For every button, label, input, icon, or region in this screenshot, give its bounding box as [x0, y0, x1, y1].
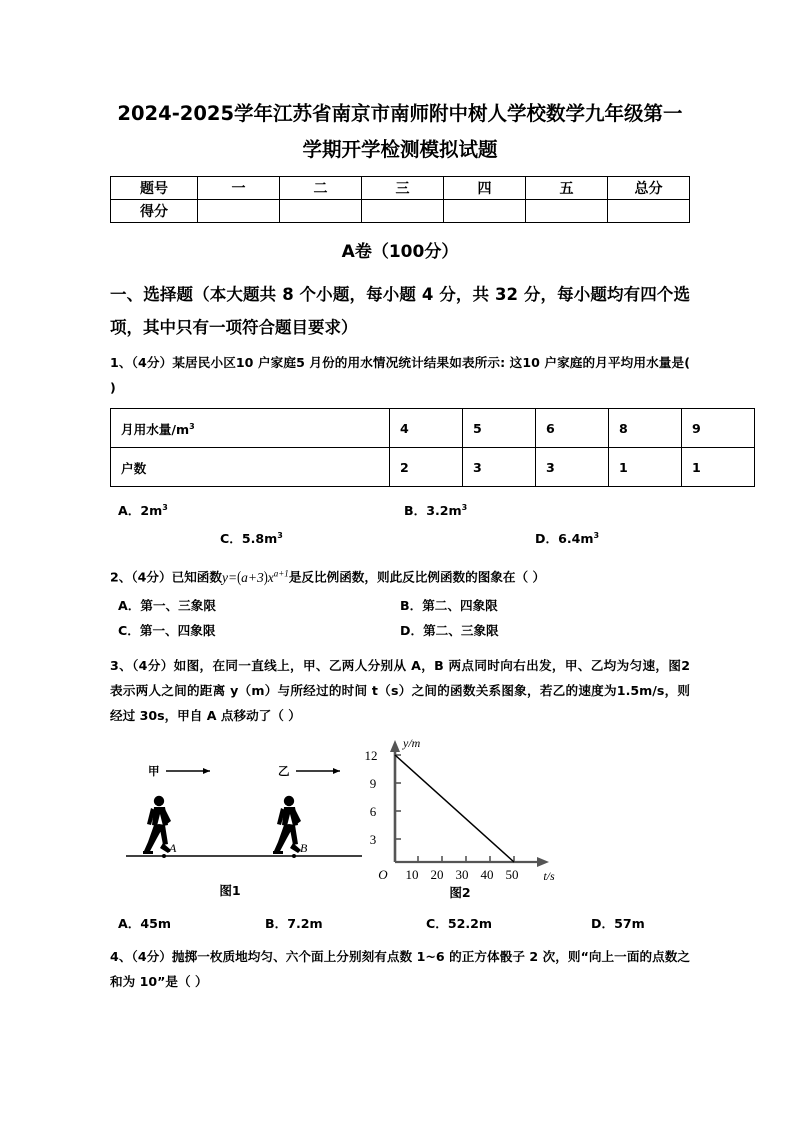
option-a-key: A．	[118, 597, 141, 613]
walking-person-yi-icon	[273, 796, 301, 854]
score-table-header-cell: 四	[444, 177, 526, 200]
walking-person-jia-icon	[143, 796, 171, 854]
option-d[interactable]	[545, 911, 690, 936]
question-1-text: 某居民小区10 户家庭5 月份的用水情况统计结果如表所示: 这10 户家庭的月平均用水量是( )	[110, 355, 690, 395]
formula-open-paren: (	[237, 567, 242, 587]
table-row	[111, 409, 755, 448]
option-d[interactable]	[400, 618, 690, 643]
option-c-text: 第一、四象限	[139, 622, 216, 638]
data-cell: 5	[463, 409, 536, 448]
paper-part-heading: A卷（100分）	[341, 242, 459, 262]
question-1	[110, 350, 690, 400]
question-2-text-after: 是反比例函数，则此反比例函数的图象在（ ）	[288, 569, 546, 585]
data-cell: 3	[536, 448, 609, 487]
figure-1-label-yi: 乙	[278, 763, 290, 778]
x-tick-label-40: 40	[480, 866, 494, 882]
figure-2-chart	[355, 734, 585, 904]
option-b-text: 3.2m	[426, 503, 462, 519]
figure-1-label-jia: 甲	[148, 763, 160, 778]
y-axis-label: y/m	[403, 735, 421, 750]
option-c-text: 5.8m	[241, 531, 278, 547]
question-1-number: 1、	[110, 355, 132, 370]
option-a-key: A．	[118, 915, 141, 931]
data-cell: 1	[609, 448, 682, 487]
question-2-points: （4分）	[131, 569, 172, 585]
option-a[interactable]	[110, 593, 400, 618]
option-c-text: 52.2m	[447, 915, 493, 931]
option-c[interactable]	[400, 911, 545, 936]
option-c-key: C．	[220, 531, 242, 547]
question-4	[110, 944, 690, 994]
score-table-header-cell: 一	[198, 177, 280, 200]
score-table-row-label: 题号	[111, 177, 198, 200]
option-a[interactable]	[110, 911, 255, 936]
section-heading: 一、选择题（本大题共 8 个小题，每小题 4 分，共 32 分，每小题均有四个选项，其中只有一项符合题目要求）	[110, 285, 690, 337]
option-c-key: C．	[118, 622, 140, 638]
option-d-superscript: 3	[593, 531, 600, 541]
formula-exponent: a+1	[273, 568, 289, 579]
formula-coefficient: a+3	[241, 569, 264, 585]
x-tick-label-10: 10	[405, 866, 419, 882]
formula-equals: =	[227, 569, 238, 585]
option-c[interactable]	[110, 618, 400, 643]
score-table-header-cell: 总分	[608, 177, 690, 200]
y-tick-label-3: 3	[369, 831, 377, 847]
row-label-text: 月用水量/m	[121, 421, 190, 437]
question-4-points: （4分）	[131, 948, 172, 964]
question-2-options-row-2	[110, 618, 690, 643]
option-a[interactable]	[110, 495, 404, 523]
data-cell: 8	[609, 409, 682, 448]
score-table-header-cell: 五	[526, 177, 608, 200]
data-line-series-1	[395, 755, 514, 862]
y-tick-label-12: 12	[364, 747, 378, 763]
question-3	[110, 653, 690, 728]
page-title: 2024-2025学年江苏省南京市南师附中树人学校数学九年级第一学期开学检测模拟试题	[117, 102, 683, 161]
x-tick-label-30: 30	[455, 866, 469, 882]
option-b[interactable]	[400, 593, 690, 618]
option-b-key: B．	[404, 503, 427, 519]
option-b[interactable]	[255, 911, 400, 936]
figure-1	[124, 752, 364, 902]
option-c-superscript: 3	[277, 531, 283, 541]
row-label-superscript: 3	[189, 421, 195, 431]
score-cell[interactable]	[526, 200, 608, 223]
data-cell: 2	[390, 448, 463, 487]
option-d-key: D．	[535, 531, 559, 547]
option-d[interactable]	[400, 523, 690, 551]
table-row	[111, 448, 755, 487]
question-3-number: 3、	[110, 657, 133, 673]
figure-1-point-b-label: B	[300, 840, 308, 855]
question-2-number: 2、	[110, 569, 132, 585]
option-a-text: 第一、三象限	[140, 597, 216, 613]
option-b[interactable]	[404, 495, 690, 523]
question-1-points: （4分）	[131, 355, 173, 370]
data-cell: 9	[682, 409, 755, 448]
figure-2-caption: 图2	[449, 884, 471, 900]
x-axis-label: t/s	[543, 868, 555, 883]
question-2	[110, 561, 690, 591]
option-a-text: 45m	[140, 915, 171, 931]
option-b-text: 7.2m	[287, 915, 323, 931]
question-2-options-row-1	[110, 593, 690, 618]
arrow-right-yi-icon	[296, 768, 340, 774]
x-tick-label-20: 20	[430, 866, 444, 882]
formula-lhs: y	[221, 569, 228, 585]
x-tick-label-50: 50	[505, 866, 519, 882]
option-b-key: B．	[400, 597, 423, 613]
point-b-marker	[292, 854, 296, 858]
score-table-row-label: 得分	[111, 200, 198, 223]
formula-variable: x	[267, 569, 274, 585]
question-3-options	[110, 911, 690, 936]
question-3-figures	[110, 734, 690, 909]
data-cell: 3	[463, 448, 536, 487]
question-2-text-before: 已知函数	[171, 569, 222, 585]
option-b-text: 第二、四象限	[422, 597, 498, 613]
question-1-options-row-2	[110, 523, 690, 551]
figure-1-svg	[124, 752, 364, 882]
question-3-text: 如图，在同一直线上，甲、乙两人分别从 A，B 两点同时向右出发，甲、乙均为匀速，图2 表示两人之间的距离 y（m）与所经过的时间 t（s）之间的函数关系图象，若乙的速度为1.5m/s，则经过 30s，甲自 A 点移动了（ ）	[110, 657, 691, 723]
option-d-text: 第二、三象限	[423, 622, 499, 638]
question-4-number: 4、	[110, 948, 132, 964]
option-c-key: C．	[426, 915, 448, 931]
score-cell[interactable]	[198, 200, 280, 223]
arrow-right-jia-icon	[166, 768, 210, 774]
table-row	[111, 177, 690, 200]
page-content	[110, 96, 701, 996]
option-a-key: A．	[118, 503, 141, 519]
formula-close-paren: )	[263, 567, 268, 587]
data-table-row-label	[111, 409, 390, 448]
question-2-formula	[221, 567, 289, 587]
table-row	[111, 200, 690, 223]
option-b-key: B．	[265, 915, 288, 931]
figure-1-caption: 图1	[219, 882, 241, 898]
figure-2-svg	[355, 734, 575, 884]
option-a-superscript: 3	[162, 503, 168, 512]
water-usage-table	[110, 408, 755, 487]
y-tick-label-9: 9	[369, 775, 377, 791]
figure-1-point-a-label: A	[169, 840, 177, 855]
data-cell: 1	[682, 448, 755, 487]
data-table-row-label: 户数	[111, 448, 390, 487]
option-d-key: D．	[591, 915, 615, 931]
score-cell[interactable]	[280, 200, 362, 223]
option-d-text: 57m	[614, 915, 645, 931]
question-3-points: （4分）	[132, 657, 174, 673]
score-cell[interactable]	[608, 200, 690, 223]
option-c[interactable]	[110, 523, 400, 551]
data-cell: 6	[536, 409, 609, 448]
point-a-marker	[162, 854, 166, 858]
option-d-text: 6.4m	[558, 531, 594, 547]
option-a-text: 2m	[140, 503, 163, 519]
data-cell: 4	[390, 409, 463, 448]
y-tick-label-6: 6	[369, 803, 377, 819]
score-cell[interactable]	[362, 200, 444, 223]
score-table-header-cell: 三	[362, 177, 444, 200]
score-table-header-cell: 二	[280, 177, 362, 200]
origin-label: O	[378, 866, 388, 882]
question-4-text: 抛掷一枚质地均匀、六个面上分别刻有点数 1~6 的正方体骰子 2 次，则“向上一面的点数之和为 10”是（ ）	[110, 948, 691, 989]
option-d-key: D．	[400, 622, 424, 638]
option-b-superscript: 3	[461, 503, 468, 512]
y-axis-arrow	[390, 740, 400, 752]
score-table	[110, 176, 690, 223]
x-axis-arrow	[537, 857, 549, 867]
score-cell[interactable]	[444, 200, 526, 223]
question-1-options-row-1	[110, 495, 690, 523]
